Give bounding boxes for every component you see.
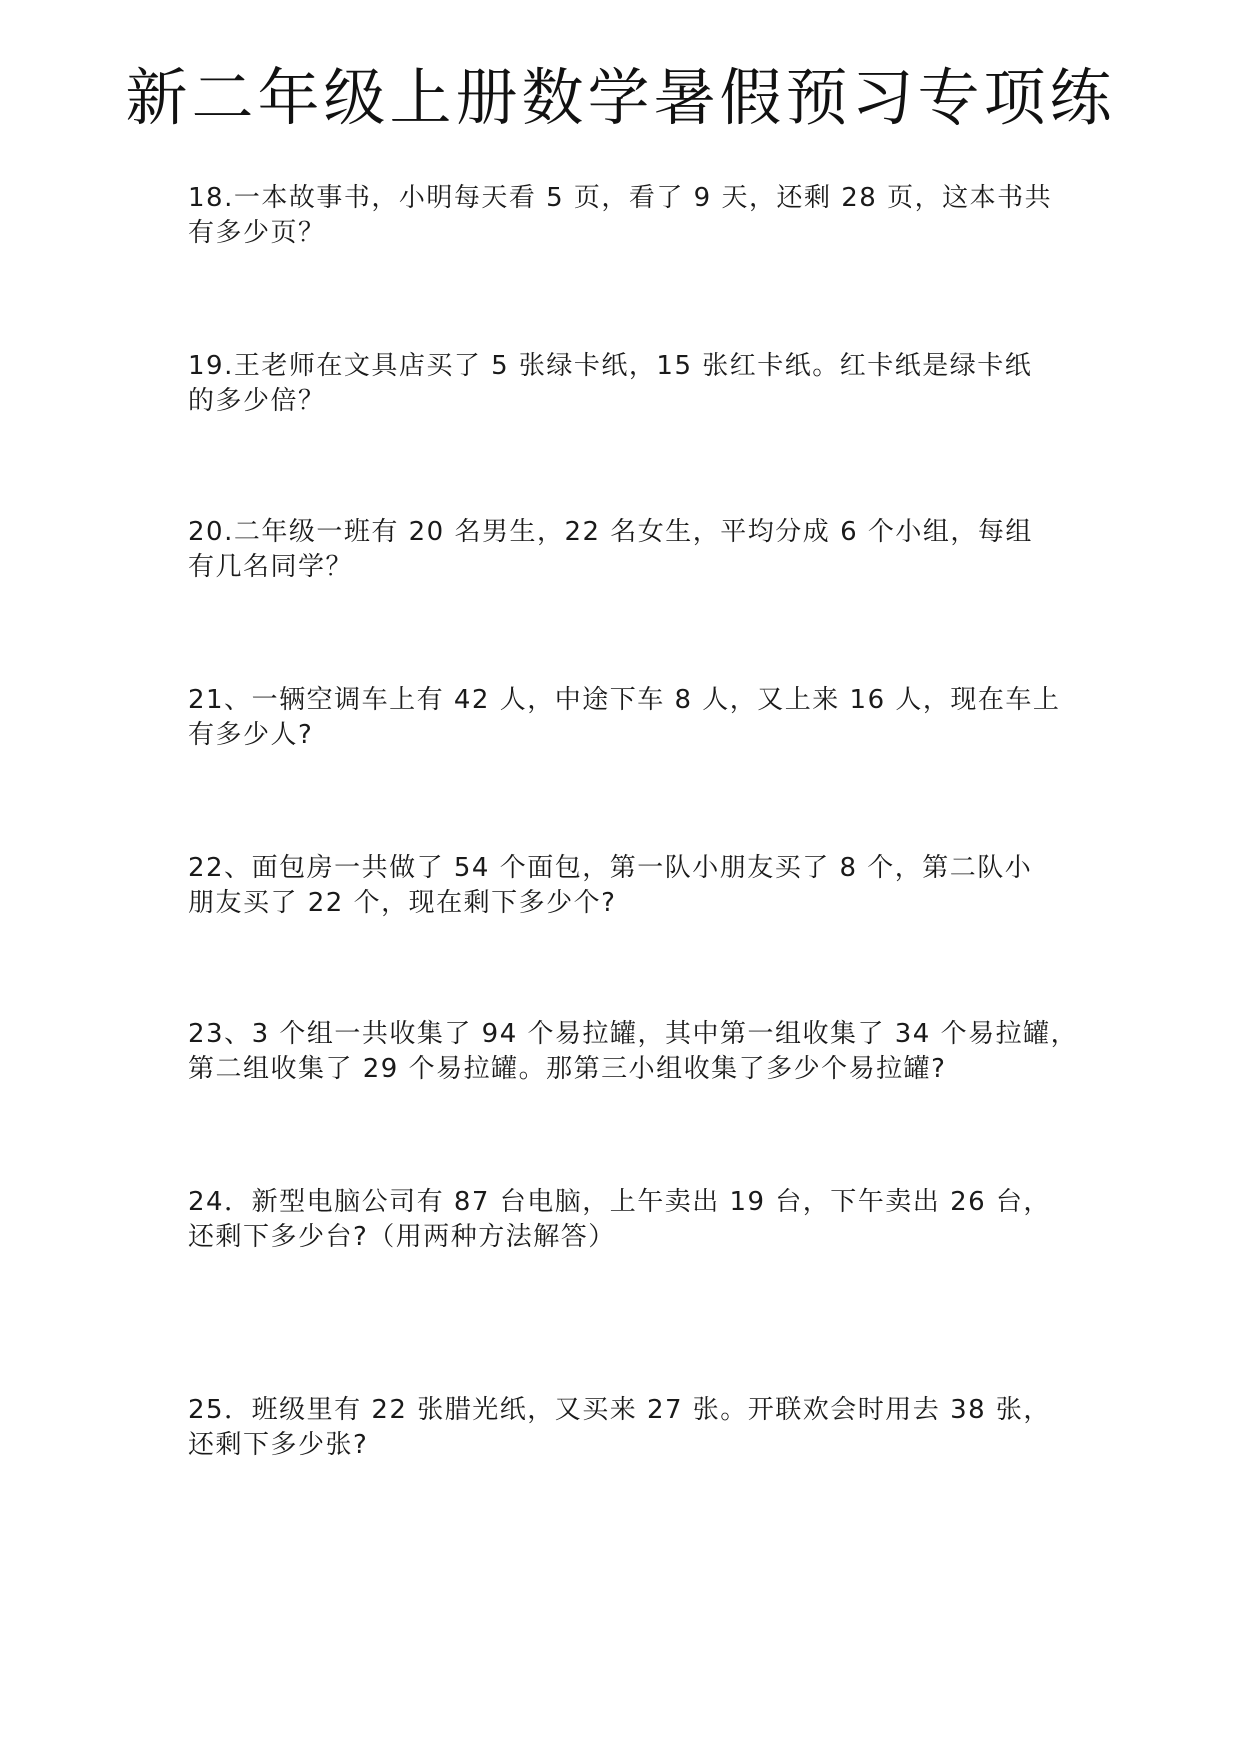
problem-21-line-2: 有多少人?	[188, 720, 314, 750]
problem-25-line-2: 还剩下多少张?	[188, 1430, 369, 1460]
problem-20-line-2: 有几名同学？	[188, 552, 354, 582]
problem-24	[188, 1185, 1068, 1255]
problem-20-line-1: 20.二年级一班有 20 名男生，22 名女生，平均分成 6 个小组，每组	[188, 517, 1033, 547]
problem-24-line-2: 还剩下多少台?（用两种方法解答）	[188, 1222, 616, 1252]
problem-23	[188, 1017, 1079, 1087]
problem-22-line-2: 朋友买了 22 个，现在剩下多少个?	[188, 888, 617, 918]
problem-21	[188, 683, 1068, 753]
page-title: 新二年级上册数学暑假预习专项练	[125, 61, 1116, 134]
problem-23-line-2: 第二组收集了 29 个易拉罐。那第三小组收集了多少个易拉罐?	[188, 1054, 947, 1084]
problem-23-line-1: 23、3 个组一共收集了 94 个易拉罐，其中第一组收集了 34 个易拉罐，	[188, 1019, 1079, 1049]
problem-25	[188, 1393, 1068, 1463]
problem-18-line-2: 有多少页？	[188, 218, 326, 248]
problem-19-line-2: 的多少倍？	[188, 386, 326, 416]
problem-18-line-1: 18.一本故事书，小明每天看 5 页，看了 9 天，还剩 28 页，这本书共	[188, 183, 1053, 213]
problem-19	[188, 349, 1068, 419]
problem-22	[188, 851, 1068, 921]
problem-19-line-1: 19.王老师在文具店买了 5 张绿卡纸，15 张红卡纸。红卡纸是绿卡纸	[188, 351, 1033, 381]
problem-21-line-1: 21、一辆空调车上有 42 人，中途下车 8 人，又上来 16 人，现在车上	[188, 685, 1061, 715]
problem-18	[188, 181, 1068, 251]
problem-22-line-1: 22、面包房一共做了 54 个面包，第一队小朋友买了 8 个，第二队小	[188, 853, 1033, 883]
problem-25-line-1: 25．班级里有 22 张腊光纸，又买来 27 张。开联欢会时用去 38 张，	[188, 1395, 1051, 1425]
problem-24-line-1: 24．新型电脑公司有 87 台电脑，上午卖出 19 台，下午卖出 26 台，	[188, 1187, 1051, 1217]
problem-20	[188, 515, 1068, 585]
